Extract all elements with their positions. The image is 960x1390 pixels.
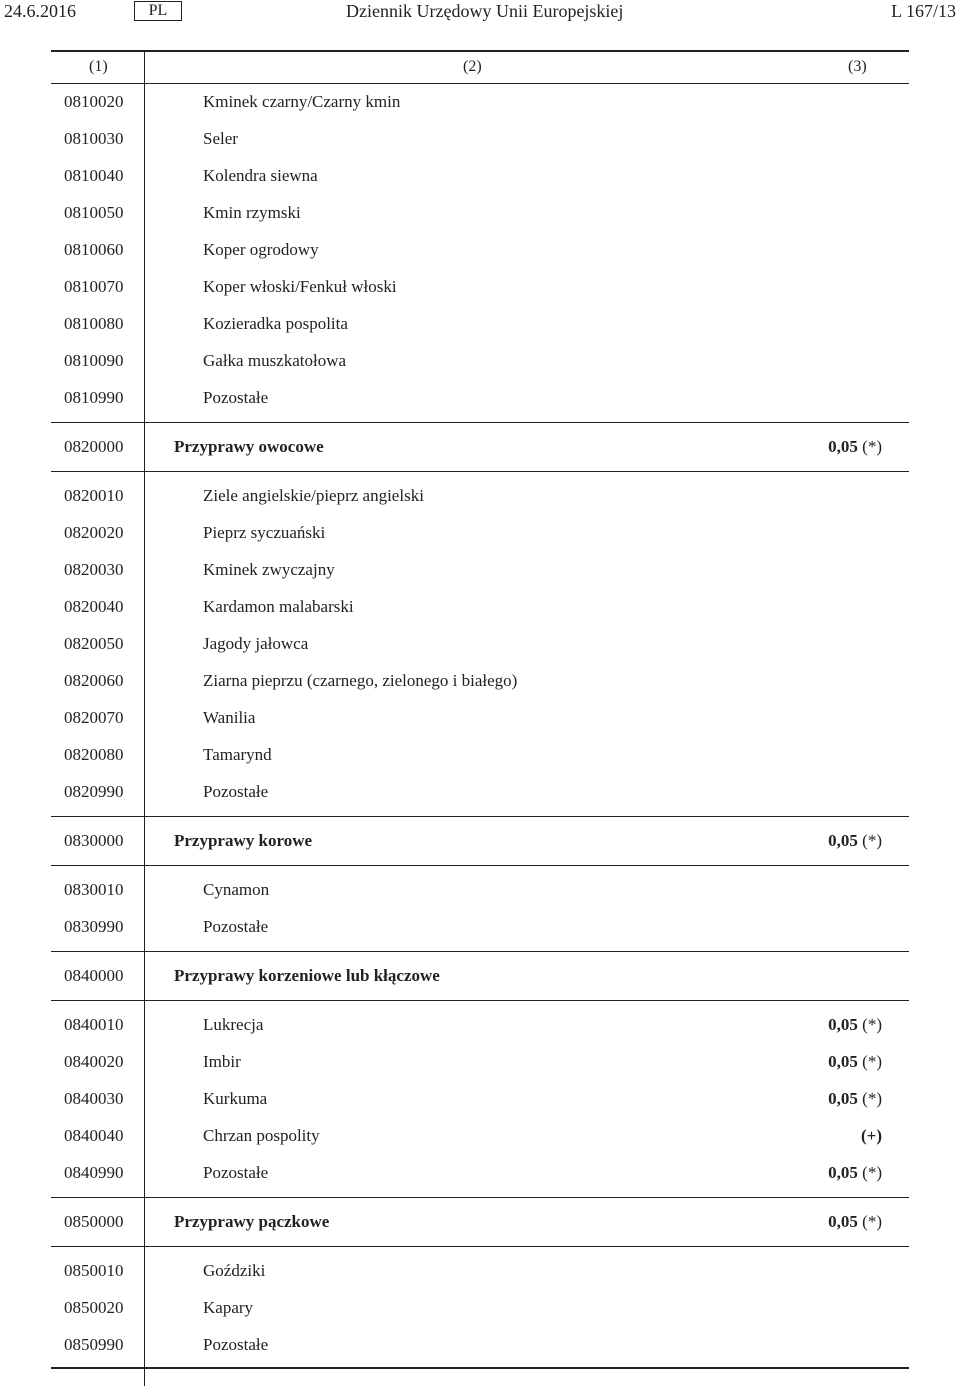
limit-value: 0,05 xyxy=(828,1052,858,1071)
table-row xyxy=(51,1252,909,1289)
table-row xyxy=(51,231,909,268)
table-row xyxy=(51,1043,909,1080)
product-name: Przyprawy korzeniowe lub kłączowe xyxy=(174,966,440,985)
table-row xyxy=(51,588,909,625)
table-row xyxy=(51,83,909,120)
group-separator-rule xyxy=(51,1197,909,1198)
product-code: 0830990 xyxy=(64,917,124,936)
product-code: 0840000 xyxy=(64,966,124,985)
group-separator-rule xyxy=(51,951,909,952)
product-name: Jagody jałowca xyxy=(203,634,309,653)
product-code: 0820070 xyxy=(64,708,124,727)
table-row xyxy=(51,379,909,416)
product-code: 0840020 xyxy=(64,1052,124,1071)
product-name: Ziele angielskie/pieprz angielski xyxy=(203,486,424,505)
product-code: 0820080 xyxy=(64,745,124,764)
table-row xyxy=(51,120,909,157)
table-row xyxy=(51,305,909,342)
product-name: Gałka muszkatołowa xyxy=(203,351,347,370)
product-name: Tamarynd xyxy=(203,745,272,764)
page-header xyxy=(0,0,960,24)
residue-limit xyxy=(828,1203,882,1240)
group-row xyxy=(51,428,909,465)
residue-limit xyxy=(828,428,882,465)
group-separator-rule xyxy=(51,865,909,866)
column-header-row xyxy=(51,50,909,83)
product-code: 0810060 xyxy=(64,240,124,259)
limit-footnote: (*) xyxy=(862,1015,882,1034)
product-code: 0810070 xyxy=(64,277,124,296)
product-name: Pozostałe xyxy=(203,388,269,407)
product-code: 0820020 xyxy=(64,523,124,542)
product-name: Kurkuma xyxy=(203,1089,268,1108)
product-name: Kminek czarny/Czarny kmin xyxy=(203,92,401,111)
product-name: Koper ogrodowy xyxy=(203,240,319,259)
limit-value: (+) xyxy=(860,1126,882,1145)
residue-limit xyxy=(861,1117,882,1154)
product-code: 0810020 xyxy=(64,92,124,111)
table-row xyxy=(51,871,909,908)
language-badge: PL xyxy=(134,1,182,21)
product-code: 0850000 xyxy=(64,1212,124,1231)
product-code: 0820990 xyxy=(64,782,124,801)
product-name: Imbir xyxy=(203,1052,241,1071)
limit-footnote: (*) xyxy=(862,437,882,456)
product-name: Przyprawy owocowe xyxy=(174,437,324,456)
table-row xyxy=(51,699,909,736)
product-name: Pozostałe xyxy=(203,1163,269,1182)
table-row xyxy=(51,551,909,588)
table-row xyxy=(51,1006,909,1043)
limit-value: 0,05 xyxy=(828,831,858,850)
table-row xyxy=(51,514,909,551)
product-name: Przyprawy korowe xyxy=(174,831,313,850)
product-name: Pozostałe xyxy=(203,917,269,936)
product-code: 0830000 xyxy=(64,831,124,850)
product-name: Pozostałe xyxy=(203,1335,269,1354)
table-row xyxy=(51,1080,909,1117)
product-code: 0850020 xyxy=(64,1298,124,1317)
product-name: Wanilia xyxy=(203,708,256,727)
product-code: 0830010 xyxy=(64,880,124,899)
product-name: Pozostałe xyxy=(203,782,269,801)
table-row xyxy=(51,477,909,514)
product-code: 0850990 xyxy=(64,1335,124,1354)
group-separator-rule xyxy=(51,471,909,472)
limit-footnote: (*) xyxy=(862,1163,882,1182)
residue-limit xyxy=(828,1154,882,1191)
group-row xyxy=(51,957,909,994)
product-code: 0840040 xyxy=(64,1126,124,1145)
product-code: 0840030 xyxy=(64,1089,124,1108)
product-name: Ziarna pieprzu (czarnego, zielonego i białego) xyxy=(203,671,518,690)
product-name: Kolendra siewna xyxy=(203,166,318,185)
product-code: 0810050 xyxy=(64,203,124,222)
table-row xyxy=(51,1117,909,1154)
product-name: Przyprawy pączkowe xyxy=(174,1212,330,1231)
limit-value: 0,05 xyxy=(828,437,858,456)
limit-footnote: (*) xyxy=(862,831,882,850)
product-name: Goździki xyxy=(203,1261,266,1280)
table-row xyxy=(51,194,909,231)
column-header-code: (1) xyxy=(89,58,108,75)
product-code: 0840010 xyxy=(64,1015,124,1034)
product-name: Kardamon malabarski xyxy=(203,597,354,616)
product-name: Cynamon xyxy=(203,880,270,899)
table-bottom-rule xyxy=(51,1367,909,1369)
product-name: Koper włoski/Fenkuł włoski xyxy=(203,277,397,296)
table-row xyxy=(51,773,909,810)
product-code: 0810090 xyxy=(64,351,124,370)
limit-value: 0,05 xyxy=(828,1089,858,1108)
product-code: 0820040 xyxy=(64,597,124,616)
product-code: 0820000 xyxy=(64,437,124,456)
residue-limit xyxy=(828,1080,882,1117)
product-code: 0810040 xyxy=(64,166,124,185)
product-code: 0820060 xyxy=(64,671,124,690)
limit-footnote: (*) xyxy=(862,1089,882,1108)
product-code: 0820030 xyxy=(64,560,124,579)
product-name: Lukrecja xyxy=(203,1015,264,1034)
product-name: Kapary xyxy=(203,1298,254,1317)
product-name: Kminek zwyczajny xyxy=(203,560,335,579)
product-name: Kozieradka pospolita xyxy=(203,314,348,333)
product-name: Kmin rzymski xyxy=(203,203,301,222)
page-number: L 167/13 xyxy=(891,1,956,21)
table-row xyxy=(51,157,909,194)
product-code: 0840990 xyxy=(64,1163,124,1182)
residue-limit xyxy=(828,1043,882,1080)
product-code: 0810080 xyxy=(64,314,124,333)
table-row xyxy=(51,342,909,379)
product-code: 0850010 xyxy=(64,1261,124,1280)
group-separator-rule xyxy=(51,1246,909,1247)
column-header-name: (2) xyxy=(463,58,482,75)
group-separator-rule xyxy=(51,816,909,817)
journal-title: Dziennik Urzędowy Unii Europejskiej xyxy=(346,1,624,21)
limit-value: 0,05 xyxy=(828,1015,858,1034)
product-name: Chrzan pospolity xyxy=(203,1126,320,1145)
product-name: Pieprz syczuański xyxy=(203,523,326,542)
group-separator-rule xyxy=(51,1000,909,1001)
product-code: 0810990 xyxy=(64,388,124,407)
table-row xyxy=(51,736,909,773)
table-row xyxy=(51,662,909,699)
group-separator-rule xyxy=(51,422,909,423)
group-row xyxy=(51,822,909,859)
table-row xyxy=(51,1289,909,1326)
limit-value: 0,05 xyxy=(828,1212,858,1231)
limit-footnote: (*) xyxy=(862,1212,882,1231)
residue-limit xyxy=(828,1006,882,1043)
product-code: 0810030 xyxy=(64,129,124,148)
table-row xyxy=(51,1154,909,1191)
limit-value: 0,05 xyxy=(828,1163,858,1182)
product-name: Seler xyxy=(203,129,238,148)
column-header-limit: (3) xyxy=(848,58,867,75)
product-code: 0820050 xyxy=(64,634,124,653)
limit-footnote: (*) xyxy=(862,1052,882,1071)
table-row xyxy=(51,908,909,945)
group-row xyxy=(51,1203,909,1240)
product-code: 0820010 xyxy=(64,486,124,505)
table-row xyxy=(51,268,909,305)
table-row xyxy=(51,1326,909,1363)
table-row xyxy=(51,625,909,662)
publication-date: 24.6.2016 xyxy=(4,1,76,21)
residue-limit xyxy=(828,822,882,859)
